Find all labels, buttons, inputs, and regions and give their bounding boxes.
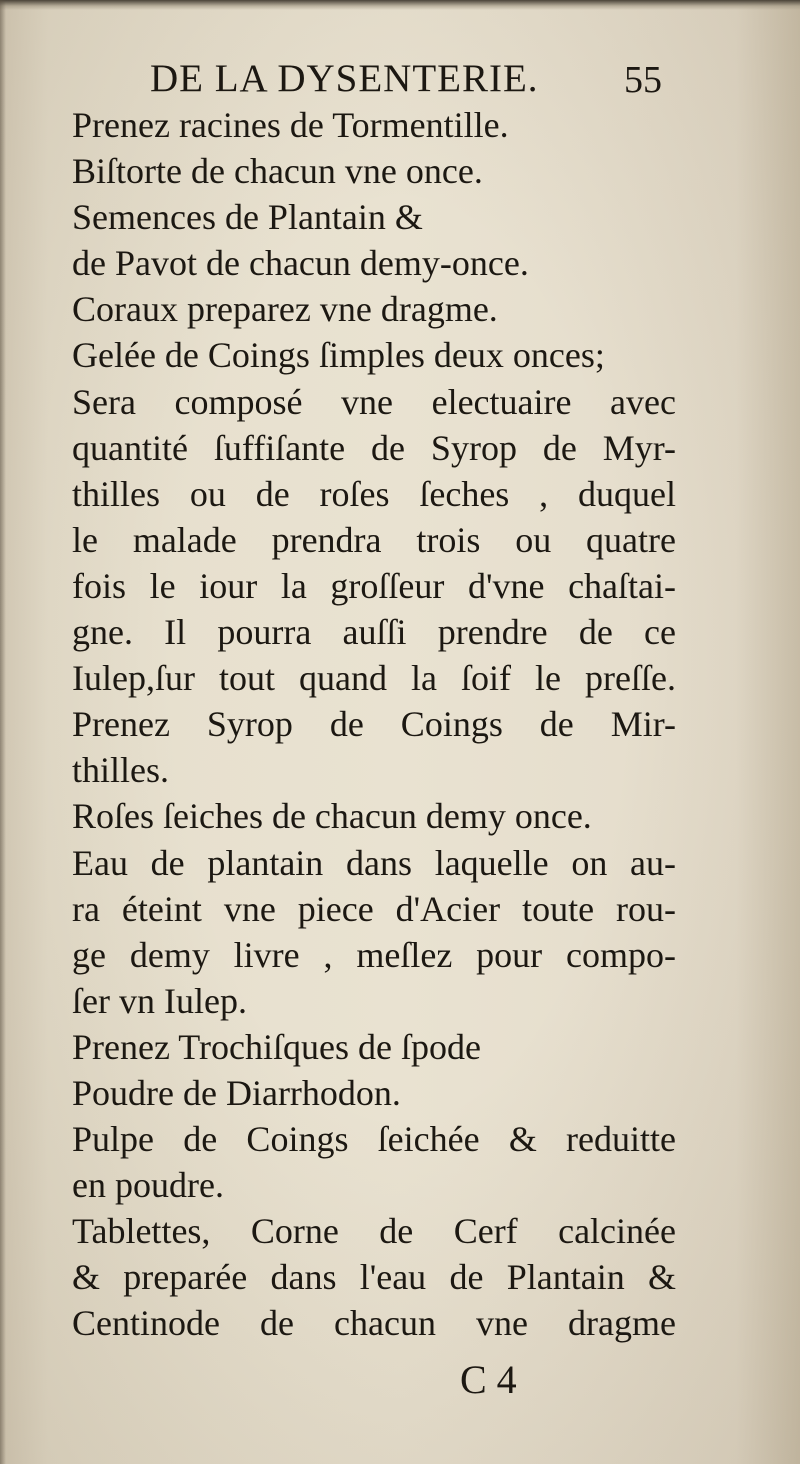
- text-line: Sera composé vne electuaire avec: [72, 381, 676, 422]
- page-number: 55: [624, 59, 662, 101]
- text-line: fois le iour la groſſeur d'vne chaſtai-: [72, 565, 676, 606]
- text-line: Poudre de Diarrhodon.: [72, 1072, 401, 1113]
- text-line: quantité ſuffiſante de Syrop de Myr-: [72, 427, 676, 468]
- text-line: Prenez racines de Tormentille.: [72, 105, 509, 145]
- text-line: Pulpe de Coings ſeichée & reduitte: [72, 1119, 676, 1160]
- text-line: Coraux preparez vne dragme.: [72, 289, 498, 330]
- text-line: Roſes ſeiches de chacun demy once.: [72, 796, 592, 837]
- text-line: thilles.: [72, 750, 169, 791]
- text-line: Iulep,ſur tout quand la ſoif le preſſe.: [72, 658, 676, 699]
- text-line: Biſtorte de chacun vne once.: [72, 151, 483, 192]
- text-line: Prenez Syrop de Coings de Mir-: [72, 704, 676, 745]
- text-line: ra éteint vne piece d'Acier toute rou-: [72, 888, 676, 929]
- signature-mark: C 4: [460, 1357, 517, 1402]
- text-line: Gelée de Coings ſimples deux onces;: [72, 335, 605, 376]
- running-head: DE LA DYSENTERIE.: [150, 57, 539, 100]
- text-line: Centinode de chacun vne dragme: [72, 1303, 676, 1344]
- text-line: Semences de Plantain &: [72, 197, 423, 238]
- text-line: & preparée dans l'eau de Plantain &: [72, 1257, 676, 1298]
- text-line: thilles ou de roſes ſeches , duquel: [72, 473, 676, 514]
- text-line: Prenez Trochiſques de ſpode: [72, 1026, 481, 1067]
- text-line: en poudre.: [72, 1165, 224, 1206]
- page-gutter-shadow: [0, 0, 6, 1464]
- text-line: de Pavot de chacun demy-once.: [72, 243, 529, 284]
- text-line: ſer vn Iulep.: [72, 980, 247, 1021]
- text-line: Eau de plantain dans laquelle on au-: [72, 842, 676, 883]
- body-text: [72, 102, 676, 1347]
- text-line: gne. Il pourra auſſi prendre de ce: [72, 612, 676, 653]
- text-line: Tablettes, Corne de Cerf calcinée: [72, 1211, 676, 1252]
- text-line: le malade prendra trois ou quatre: [72, 519, 676, 560]
- text-line: ge demy livre , meſlez pour compo-: [72, 934, 676, 975]
- page-top-edge: [0, 0, 800, 10]
